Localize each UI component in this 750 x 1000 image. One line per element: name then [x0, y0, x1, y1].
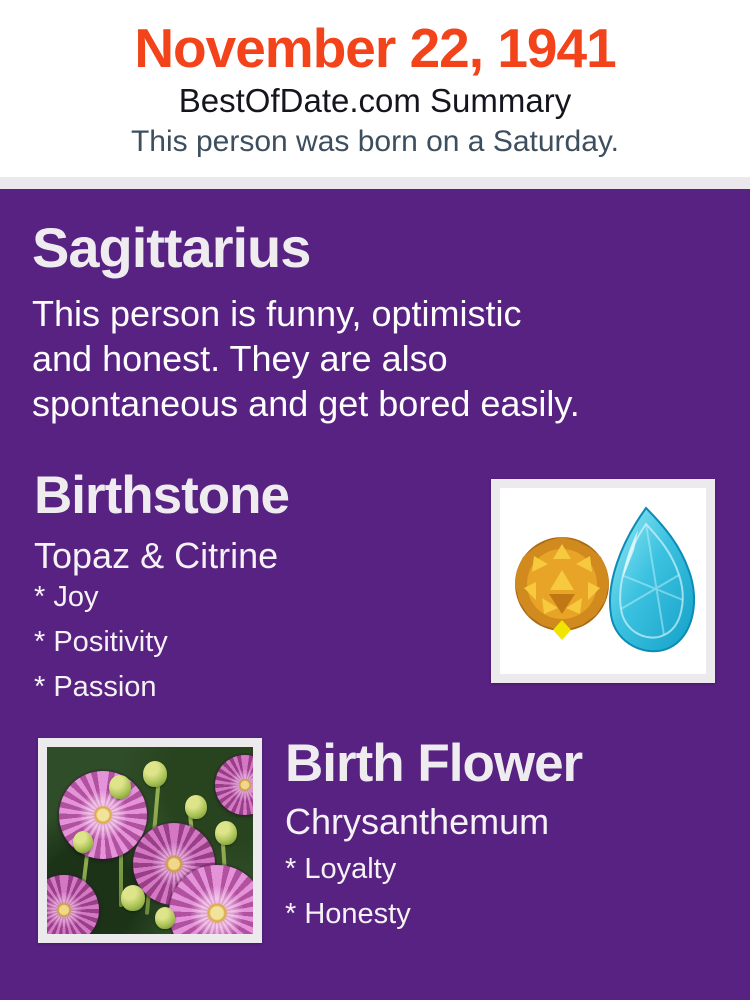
zodiac-description [32, 291, 722, 426]
description-line: This person is funny, optimistic [32, 293, 522, 334]
flower-bud [121, 885, 145, 911]
birth-flower-name: Chrysanthemum [285, 801, 550, 842]
divider-band [0, 177, 750, 189]
flower-bud [143, 761, 167, 787]
birthstone-heading: Birthstone [34, 466, 289, 525]
chrysanthemum-bloom [59, 771, 147, 859]
site-summary-line: BestOfDate.com Summary [178, 82, 572, 119]
birth-flower-heading: Birth Flower [285, 734, 583, 793]
flower-photo-frame [38, 738, 262, 943]
birth-flower-traits-list [285, 847, 411, 937]
gem-photo-frame [491, 479, 715, 683]
flower-bud [215, 821, 237, 845]
chrysanthemum-bloom [215, 755, 253, 815]
description-line: spontaneous and get bored easily. [32, 383, 580, 424]
gems-illustration [500, 488, 706, 674]
zodiac-sign-heading: Sagittarius [32, 216, 311, 279]
birthstone-traits-list [34, 575, 168, 710]
flower-bud [73, 831, 93, 853]
trait-item: * Loyalty [285, 853, 397, 885]
trait-item: * Honesty [285, 898, 411, 930]
birthstone-name: Topaz & Citrine [34, 535, 279, 576]
date-title: November 22, 1941 [134, 17, 616, 79]
flower-bud [185, 795, 207, 819]
trait-item: * Passion [34, 671, 157, 703]
purple-section [0, 189, 750, 1000]
header [0, 0, 750, 177]
trait-item: * Joy [34, 581, 99, 613]
description-line: and honest. They are also [32, 338, 448, 379]
weekday-line: This person was born on a Saturday. [130, 125, 620, 158]
pink-chrysanthemums-image [47, 747, 253, 934]
chrysanthemum-bloom [47, 875, 99, 934]
flower-bud [109, 775, 131, 799]
topaz-citrine-gems-image [500, 488, 706, 674]
flower-bud [155, 907, 175, 929]
trait-item: * Positivity [34, 626, 168, 658]
